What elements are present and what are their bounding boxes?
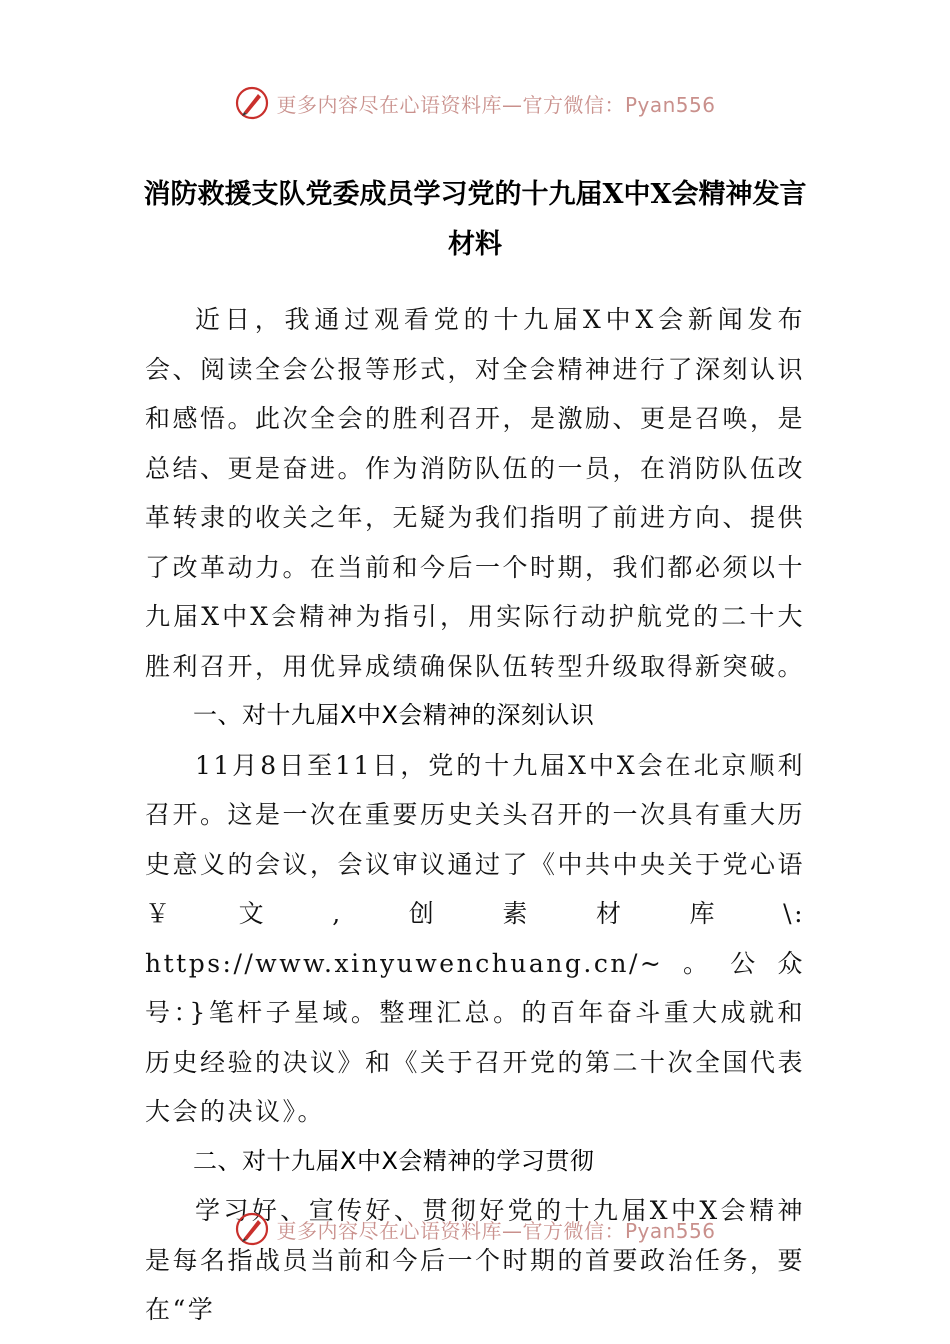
paragraph-section-1: 11月8日至11日，党的十九届X中X会在北京顺利召开。这是一次在重要历史关头召开的一次具有重大历史意义的会议，会议审议通过了《中共中央关于党心语￥文,创素材库\: https://www.xinyuwenchuang.cn/~。公众号：}笔杆子星域。整理汇总。的百年奋斗重大成就和历史经验的决议》和《关于召开党的第二十次全国代表大会的决议》。 bbox=[145, 750, 806, 1126]
paragraph-section-2: 学习好、宣传好、贯彻好党的十九届X中X会精神是每名指战员当前和今后一个时期的首要政治任务，要在“学 bbox=[145, 1196, 806, 1324]
watermark-text: 更多内容尽在心语资料库—官方微信：Pyan556 bbox=[276, 92, 716, 117]
footer-watermark-banner bbox=[0, 1209, 950, 1249]
pen-logo-icon bbox=[234, 85, 270, 121]
header-watermark-banner bbox=[0, 83, 950, 123]
section-heading-1: 一、对十九届X中X会精神的深刻认识 bbox=[193, 701, 595, 729]
watermark-text: 更多内容尽在心语资料库—官方微信：Pyan556 bbox=[276, 1218, 716, 1243]
document-body bbox=[145, 295, 805, 1335]
section-heading-2: 二、对十九届X中X会精神的学习贯彻 bbox=[193, 1146, 595, 1175]
document-title: 消防救援支队党委成员学习党的十九届X中X会精神发言材料 bbox=[143, 179, 807, 260]
pen-logo-icon bbox=[234, 1211, 270, 1247]
paragraph-intro: 近日，我通过观看党的十九届X中X会新闻发布会、阅读全会公报等形式，对全会精神进行了深刻认识和感悟。此次全会的胜利召开，是激励、更是召唤，是总结、更是奋进。作为消防队伍的一员，在消防队伍改革转隶的收关之年，无疑为我们指明了前进方向、提供了改革动力。在当前和今后一个时期，我们都必须以十九届X中X会精神为指引，用实际行动护航党的二十大胜利召开，用优异成绩确保队伍转型升级取得新突破。 bbox=[145, 305, 806, 681]
